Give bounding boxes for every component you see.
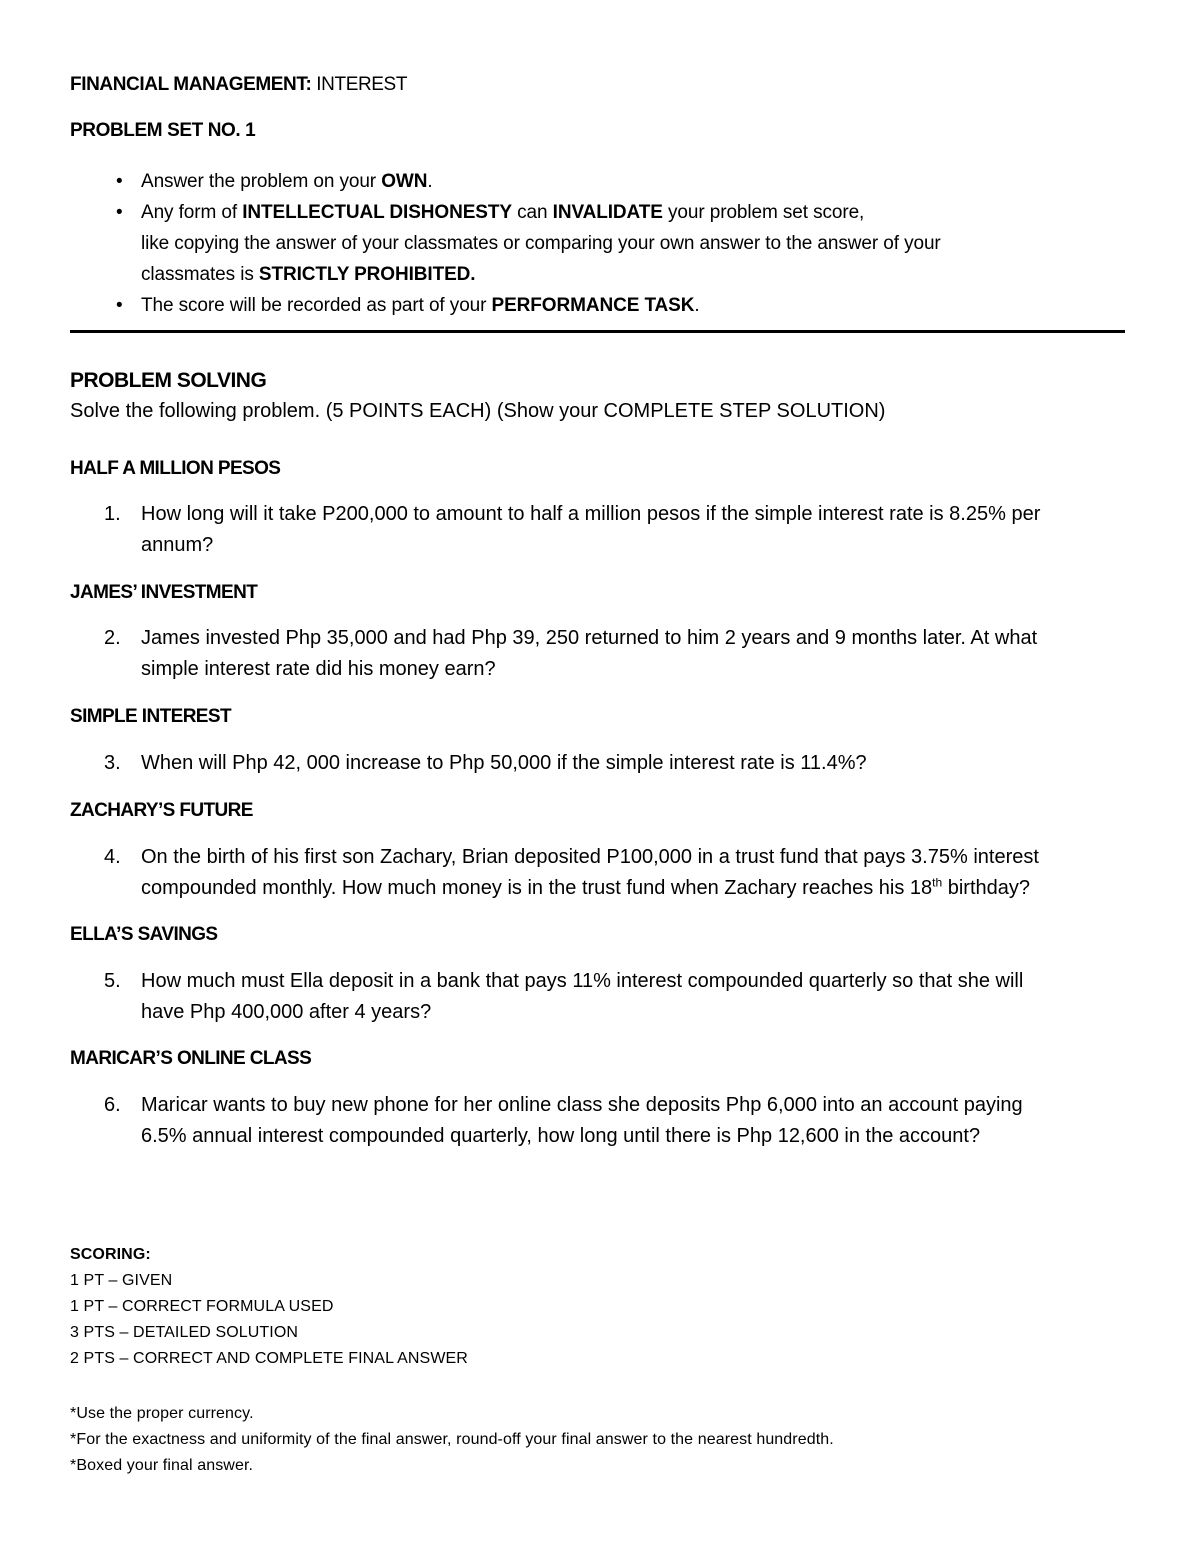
bullet-icon: • bbox=[116, 202, 123, 223]
notes-section bbox=[70, 1401, 834, 1479]
problem-number: 6. bbox=[104, 1094, 121, 1116]
section-divider bbox=[70, 330, 1125, 333]
problem-number: 3. bbox=[104, 752, 121, 774]
note-item: *Boxed your final answer. bbox=[70, 1457, 254, 1474]
rules-list bbox=[70, 166, 1130, 321]
problem-set-title: PROBLEM SET NO. 1 bbox=[70, 120, 256, 141]
document-title bbox=[70, 74, 407, 96]
problem-text: Maricar wants to buy new phone for her online class she deposits Php 6,000 into an account paying 6.5% annual interest compounded quarterly, how long until there is Php 12,600 in the account? bbox=[141, 1094, 1023, 1147]
problem-item bbox=[70, 499, 1130, 561]
scoring-item: 3 PTS – DETAILED SOLUTION bbox=[70, 1324, 299, 1341]
problem-title: ELLA’S SAVINGS bbox=[70, 924, 218, 945]
scoring-title: SCORING: bbox=[70, 1246, 151, 1263]
problem-solving-instructions: Solve the following problem. (5 POINTS EACH) (Show your COMPLETE STEP SOLUTION) bbox=[70, 400, 886, 422]
note-item: *Use the proper currency. bbox=[70, 1405, 254, 1422]
problem-number: 5. bbox=[104, 970, 121, 992]
problem-text: When will Php 42, 000 increase to Php 50,000 if the simple interest rate is 11.4%? bbox=[141, 752, 867, 774]
subject-topic: INTEREST bbox=[311, 74, 408, 95]
problem-text: How long will it take P200,000 to amount to half a million pesos if the simple interest rate is 8.25% per annum? bbox=[141, 503, 1041, 556]
bullet-icon: • bbox=[116, 295, 123, 316]
scoring-item: 1 PT – GIVEN bbox=[70, 1272, 173, 1289]
rule-item: • The score will be recorded as part of your PERFORMANCE TASK. bbox=[70, 290, 1130, 321]
problem-item bbox=[70, 748, 1130, 779]
rule-item: • Answer the problem on your OWN. bbox=[70, 166, 1130, 197]
problem-item bbox=[70, 1090, 1130, 1152]
problem-title: HALF A MILLION PESOS bbox=[70, 458, 281, 479]
problem-title: ZACHARY’S FUTURE bbox=[70, 800, 253, 821]
rule-item: • Any form of INTELLECTUAL DISHONESTY can INVALIDATE your problem set score, like copying the answer of your classmates or comparing your own answer to the answer of your classmates is STRICTLY PROHIBITED. bbox=[70, 197, 1130, 290]
scoring-item: 2 PTS – CORRECT AND COMPLETE FINAL ANSWER bbox=[70, 1350, 468, 1367]
problem-title: JAMES’ INVESTMENT bbox=[70, 582, 258, 603]
problem-item bbox=[70, 966, 1130, 1028]
problem-item bbox=[70, 842, 1130, 904]
problem-number: 4. bbox=[104, 846, 121, 868]
problem-text: How much must Ella deposit in a bank that pays 11% interest compounded quarterly so that she will have Php 400,000 after 4 years? bbox=[141, 970, 1024, 1023]
scoring-section bbox=[70, 1242, 468, 1372]
problem-title: MARICAR’S ONLINE CLASS bbox=[70, 1048, 312, 1069]
scoring-item: 1 PT – CORRECT FORMULA USED bbox=[70, 1298, 334, 1315]
problem-title: SIMPLE INTEREST bbox=[70, 706, 231, 727]
bullet-icon: • bbox=[116, 171, 123, 192]
note-item: *For the exactness and uniformity of the final answer, round-off your final answer to the nearest hundredth. bbox=[70, 1431, 834, 1448]
problem-item bbox=[70, 623, 1130, 685]
problem-solving-title: PROBLEM SOLVING bbox=[70, 369, 267, 392]
problem-text: On the birth of his first son Zachary, Brian deposited P100,000 in a trust fund that pays 3.75% interest compounded monthly. How much money is in the trust fund when Zachary reaches his 18th birthday? bbox=[141, 846, 1039, 899]
problem-text: James invested Php 35,000 and had Php 39, 250 returned to him 2 years and 9 months later. At what simple interest rate did his money earn? bbox=[141, 627, 1038, 680]
problem-number: 2. bbox=[104, 627, 121, 649]
subject-label: FINANCIAL MANAGEMENT: bbox=[70, 74, 312, 95]
problem-number: 1. bbox=[104, 503, 121, 525]
